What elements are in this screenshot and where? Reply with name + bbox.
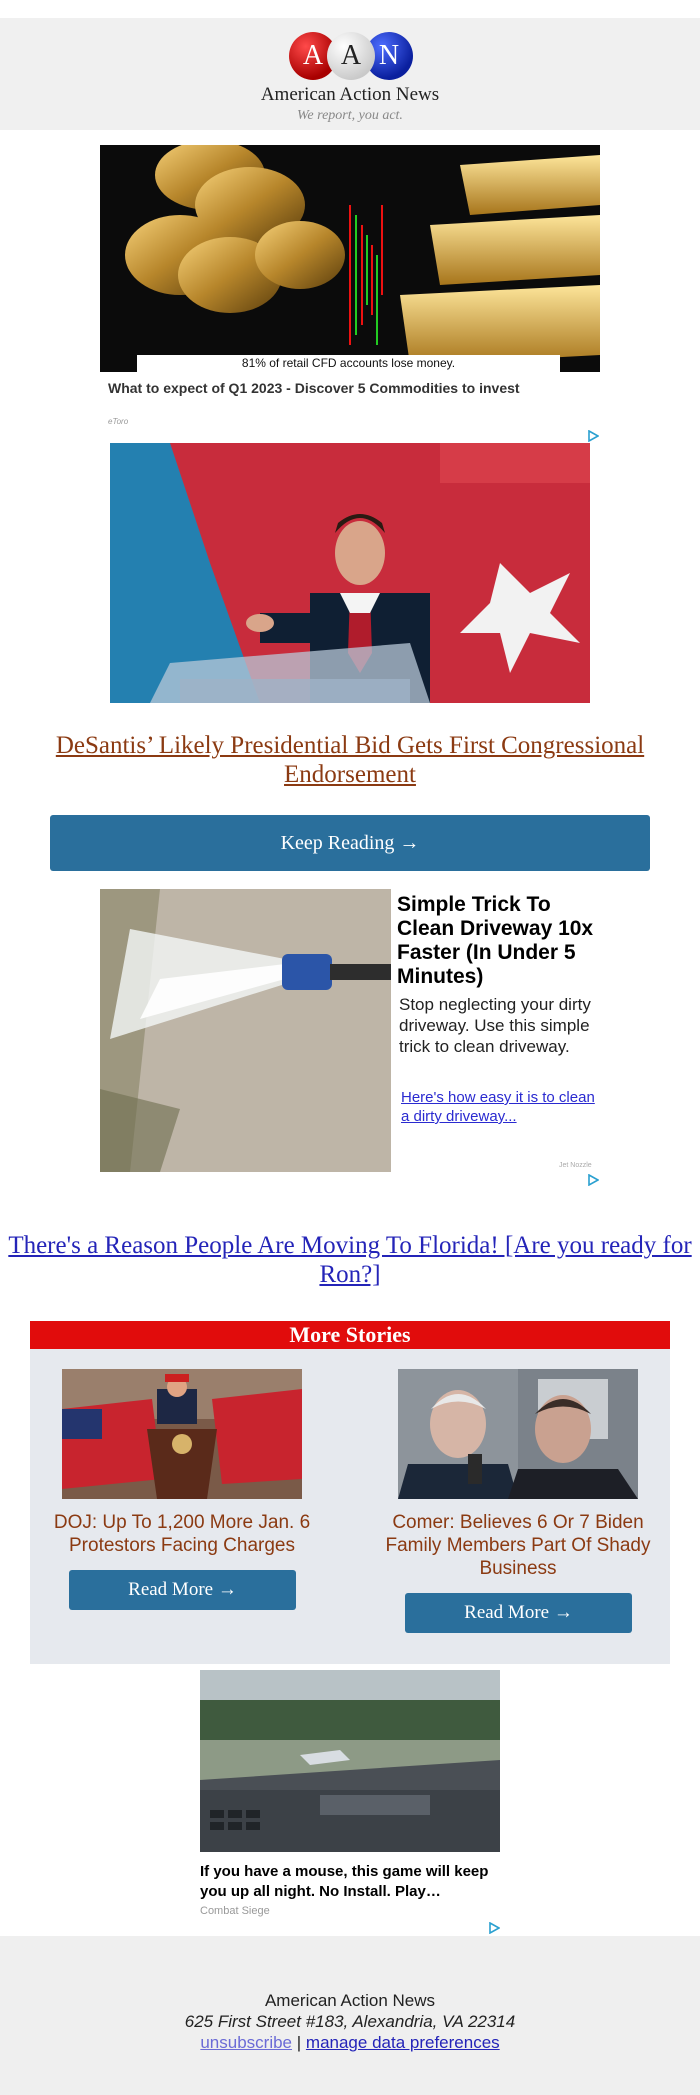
footer-site-name: American Action News bbox=[264, 1991, 436, 2010]
footer-separator: | bbox=[296, 2033, 302, 2052]
commodities-ad-title[interactable]: What to expect of Q1 2023 - Discover 5 Commodities to invest bbox=[108, 380, 520, 396]
game-ad-title[interactable]: If you have a mouse, this game will keep you up all night. No Install. Play… bbox=[200, 1863, 489, 1900]
two-men-photo bbox=[398, 1369, 638, 1499]
adchoices-icon[interactable] bbox=[488, 1922, 500, 1934]
commodities-ad-image[interactable] bbox=[100, 145, 600, 372]
logo-letter-a1: A bbox=[289, 32, 337, 80]
ad-risk-disclaimer: 81% of retail CFD accounts lose money. bbox=[137, 355, 560, 372]
footer bbox=[0, 1936, 700, 2095]
podium-rally-photo bbox=[62, 1369, 302, 1499]
gold-barrels-illustration bbox=[100, 145, 600, 372]
adchoices-icon[interactable] bbox=[587, 430, 599, 442]
game-ad-image[interactable] bbox=[200, 1670, 500, 1852]
story-title-1[interactable]: DOJ: Up To 1,200 More Jan. 6 Protestors Facing Charges bbox=[53, 1512, 311, 1556]
footer-links bbox=[0, 2033, 700, 2053]
top-margin bbox=[0, 0, 700, 18]
pressure-washer-photo bbox=[100, 889, 391, 1172]
driveway-ad-title[interactable]: Simple Trick To Clean Driveway 10x Faster (In Under 5 Minutes) bbox=[397, 893, 594, 988]
driveway-ad-link[interactable]: Here's how easy it is to clean a dirty driveway... bbox=[401, 1089, 595, 1125]
speaker-at-podium-photo bbox=[110, 443, 590, 703]
unsubscribe-link[interactable]: unsubscribe bbox=[200, 2033, 293, 2052]
ad-brand: Combat Siege bbox=[200, 1905, 270, 1917]
logo-letter-a2: A bbox=[327, 32, 375, 80]
adchoices-icon[interactable] bbox=[587, 1174, 599, 1186]
desantis-hero-image[interactable] bbox=[110, 443, 590, 703]
airbase-game-screenshot bbox=[200, 1670, 500, 1852]
site-tagline: We report, you act. bbox=[297, 108, 403, 123]
story-title-2[interactable]: Comer: Believes 6 Or 7 Biden Family Members Part Of Shady Business bbox=[385, 1512, 651, 1579]
florida-promo-link[interactable]: There's a Reason People Are Moving To Florida! [Are you ready for Ron?] bbox=[8, 1232, 692, 1288]
more-stories-heading: More Stories bbox=[30, 1321, 670, 1349]
keep-reading-button[interactable]: Keep Reading → bbox=[50, 815, 650, 871]
ad-brand: eToro bbox=[108, 417, 129, 426]
more-stories-section bbox=[30, 1321, 670, 1664]
driveway-ad-image[interactable] bbox=[100, 889, 391, 1172]
story-image-2[interactable] bbox=[398, 1369, 638, 1499]
read-more-button-2[interactable]: Read More → bbox=[405, 1593, 632, 1633]
logo-letter-n: N bbox=[365, 32, 413, 80]
site-logo[interactable] bbox=[289, 32, 413, 84]
manage-preferences-link[interactable]: manage data preferences bbox=[305, 2033, 500, 2052]
footer-address: 625 First Street #183, Alexandria, VA 22314 bbox=[184, 2012, 516, 2031]
article-headline-link[interactable]: DeSantis’ Likely Presidential Bid Gets First Congressional Endorsement bbox=[55, 732, 645, 788]
story-image-1[interactable] bbox=[62, 1369, 302, 1499]
driveway-ad-description: Stop neglecting your dirty driveway. Use this simple trick to clean driveway. bbox=[399, 995, 591, 1056]
read-more-button-1[interactable]: Read More → bbox=[69, 1570, 296, 1610]
site-name: American Action News bbox=[260, 84, 440, 105]
header bbox=[0, 18, 700, 130]
ad-brand: Jet Nozzle bbox=[559, 1162, 592, 1169]
